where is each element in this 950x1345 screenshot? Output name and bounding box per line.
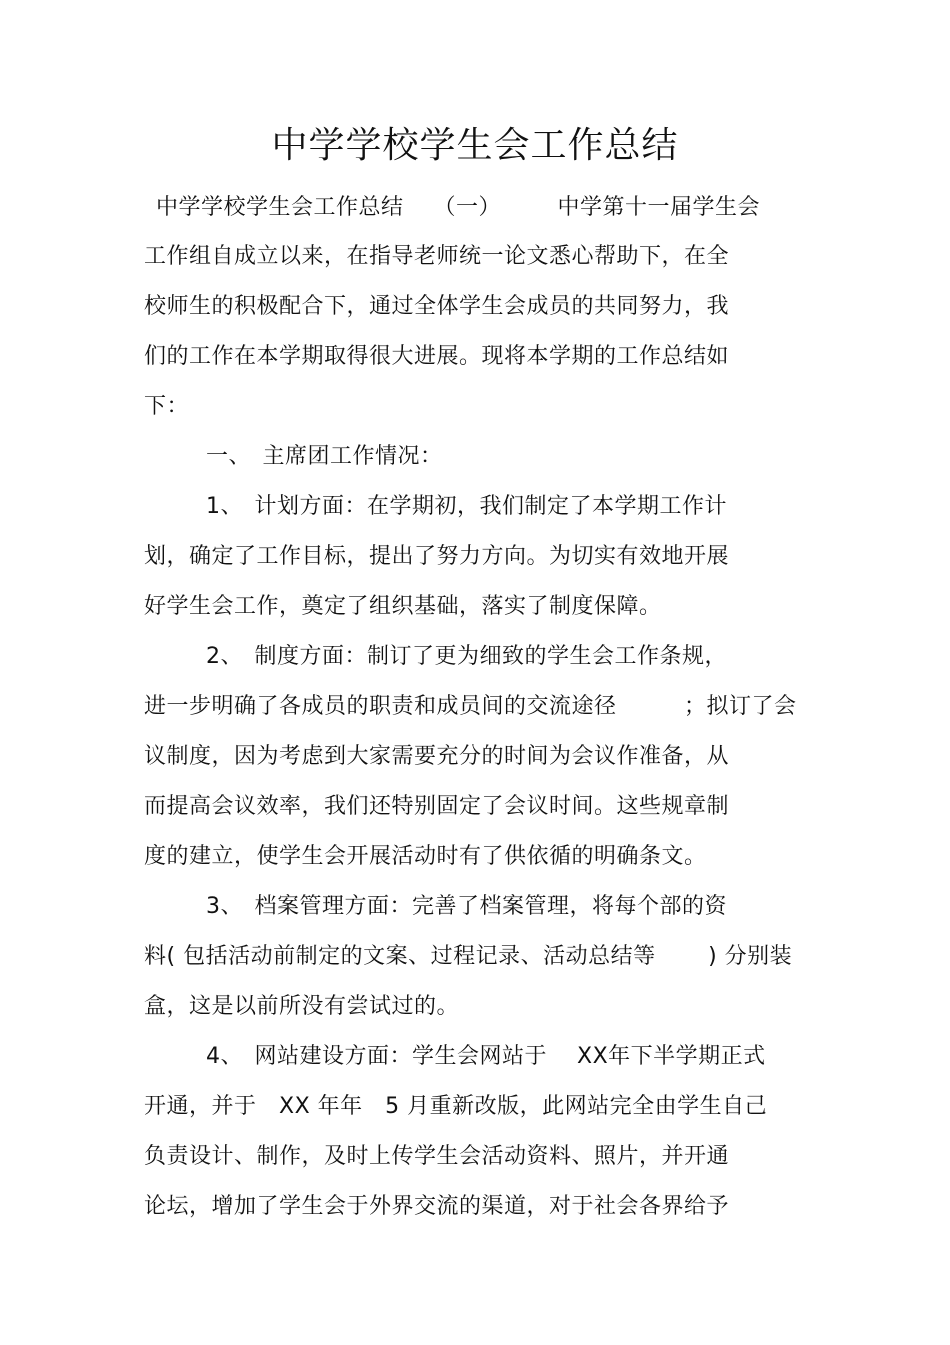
text-line: 度的建立，使学生会开展活动时有了供依循的明确条文。 bbox=[144, 844, 707, 869]
section-heading: 一、 主席团工作情况： bbox=[206, 444, 443, 469]
text-line: 工作组自成立以来，在指导老师统一论文悉心帮助下，在全 bbox=[144, 244, 730, 269]
text-line: 划，确定了工作目标，提出了努力方向。为切实有效地开展 bbox=[144, 544, 730, 569]
text-line: 好学生会工作，奠定了组织基础，落实了制度保障。 bbox=[144, 594, 662, 619]
document-title: 中学学校学生会工作总结 bbox=[271, 125, 679, 166]
text-line: 负责设计、制作，及时上传学生会活动资料、照片，并开通 bbox=[144, 1144, 730, 1169]
text-line: 盒，这是以前所没有尝试过的。 bbox=[144, 994, 460, 1019]
text-line: 论坛，增加了学生会于外界交流的渠道，对于社会各界给予 bbox=[144, 1194, 730, 1219]
text-line: 议制度，因为考虑到大家需要充分的时间为会议作准备，从 bbox=[144, 744, 730, 769]
text-line: 开通，并于 XX 年年 5 月重新改版，此网站完全由学生自己 bbox=[144, 1094, 768, 1119]
text-line: 而提高会议效率，我们还特别固定了会议时间。这些规章制 bbox=[144, 794, 730, 819]
text-line: 料( 包括活动前制定的文案、过程记录、活动总结等 ) 分别装 bbox=[144, 944, 793, 969]
text-line: 中学学校学生会工作总结 （一） 中学第十一届学生会 bbox=[156, 195, 760, 220]
text-line: 下： bbox=[144, 394, 190, 419]
text-line: 1、 计划方面：在学期初，我们制定了本学期工作计 bbox=[206, 494, 727, 519]
text-line: 2、 制度方面：制订了更为细致的学生会工作条规， bbox=[206, 644, 727, 669]
text-line: 3、 档案管理方面：完善了档案管理，将每个部的资 bbox=[206, 894, 727, 919]
text-line: 们的工作在本学期取得很大进展。现将本学期的工作总结如 bbox=[144, 344, 730, 369]
text-line: 校师生的积极配合下，通过全体学生会成员的共同努力，我 bbox=[144, 294, 730, 319]
text-line: 4、 网站建设方面：学生会网站于 XX年下半学期正式 bbox=[206, 1044, 766, 1069]
text-line: 进一步明确了各成员的职责和成员间的交流途径 ；拟订了会 bbox=[144, 694, 797, 719]
